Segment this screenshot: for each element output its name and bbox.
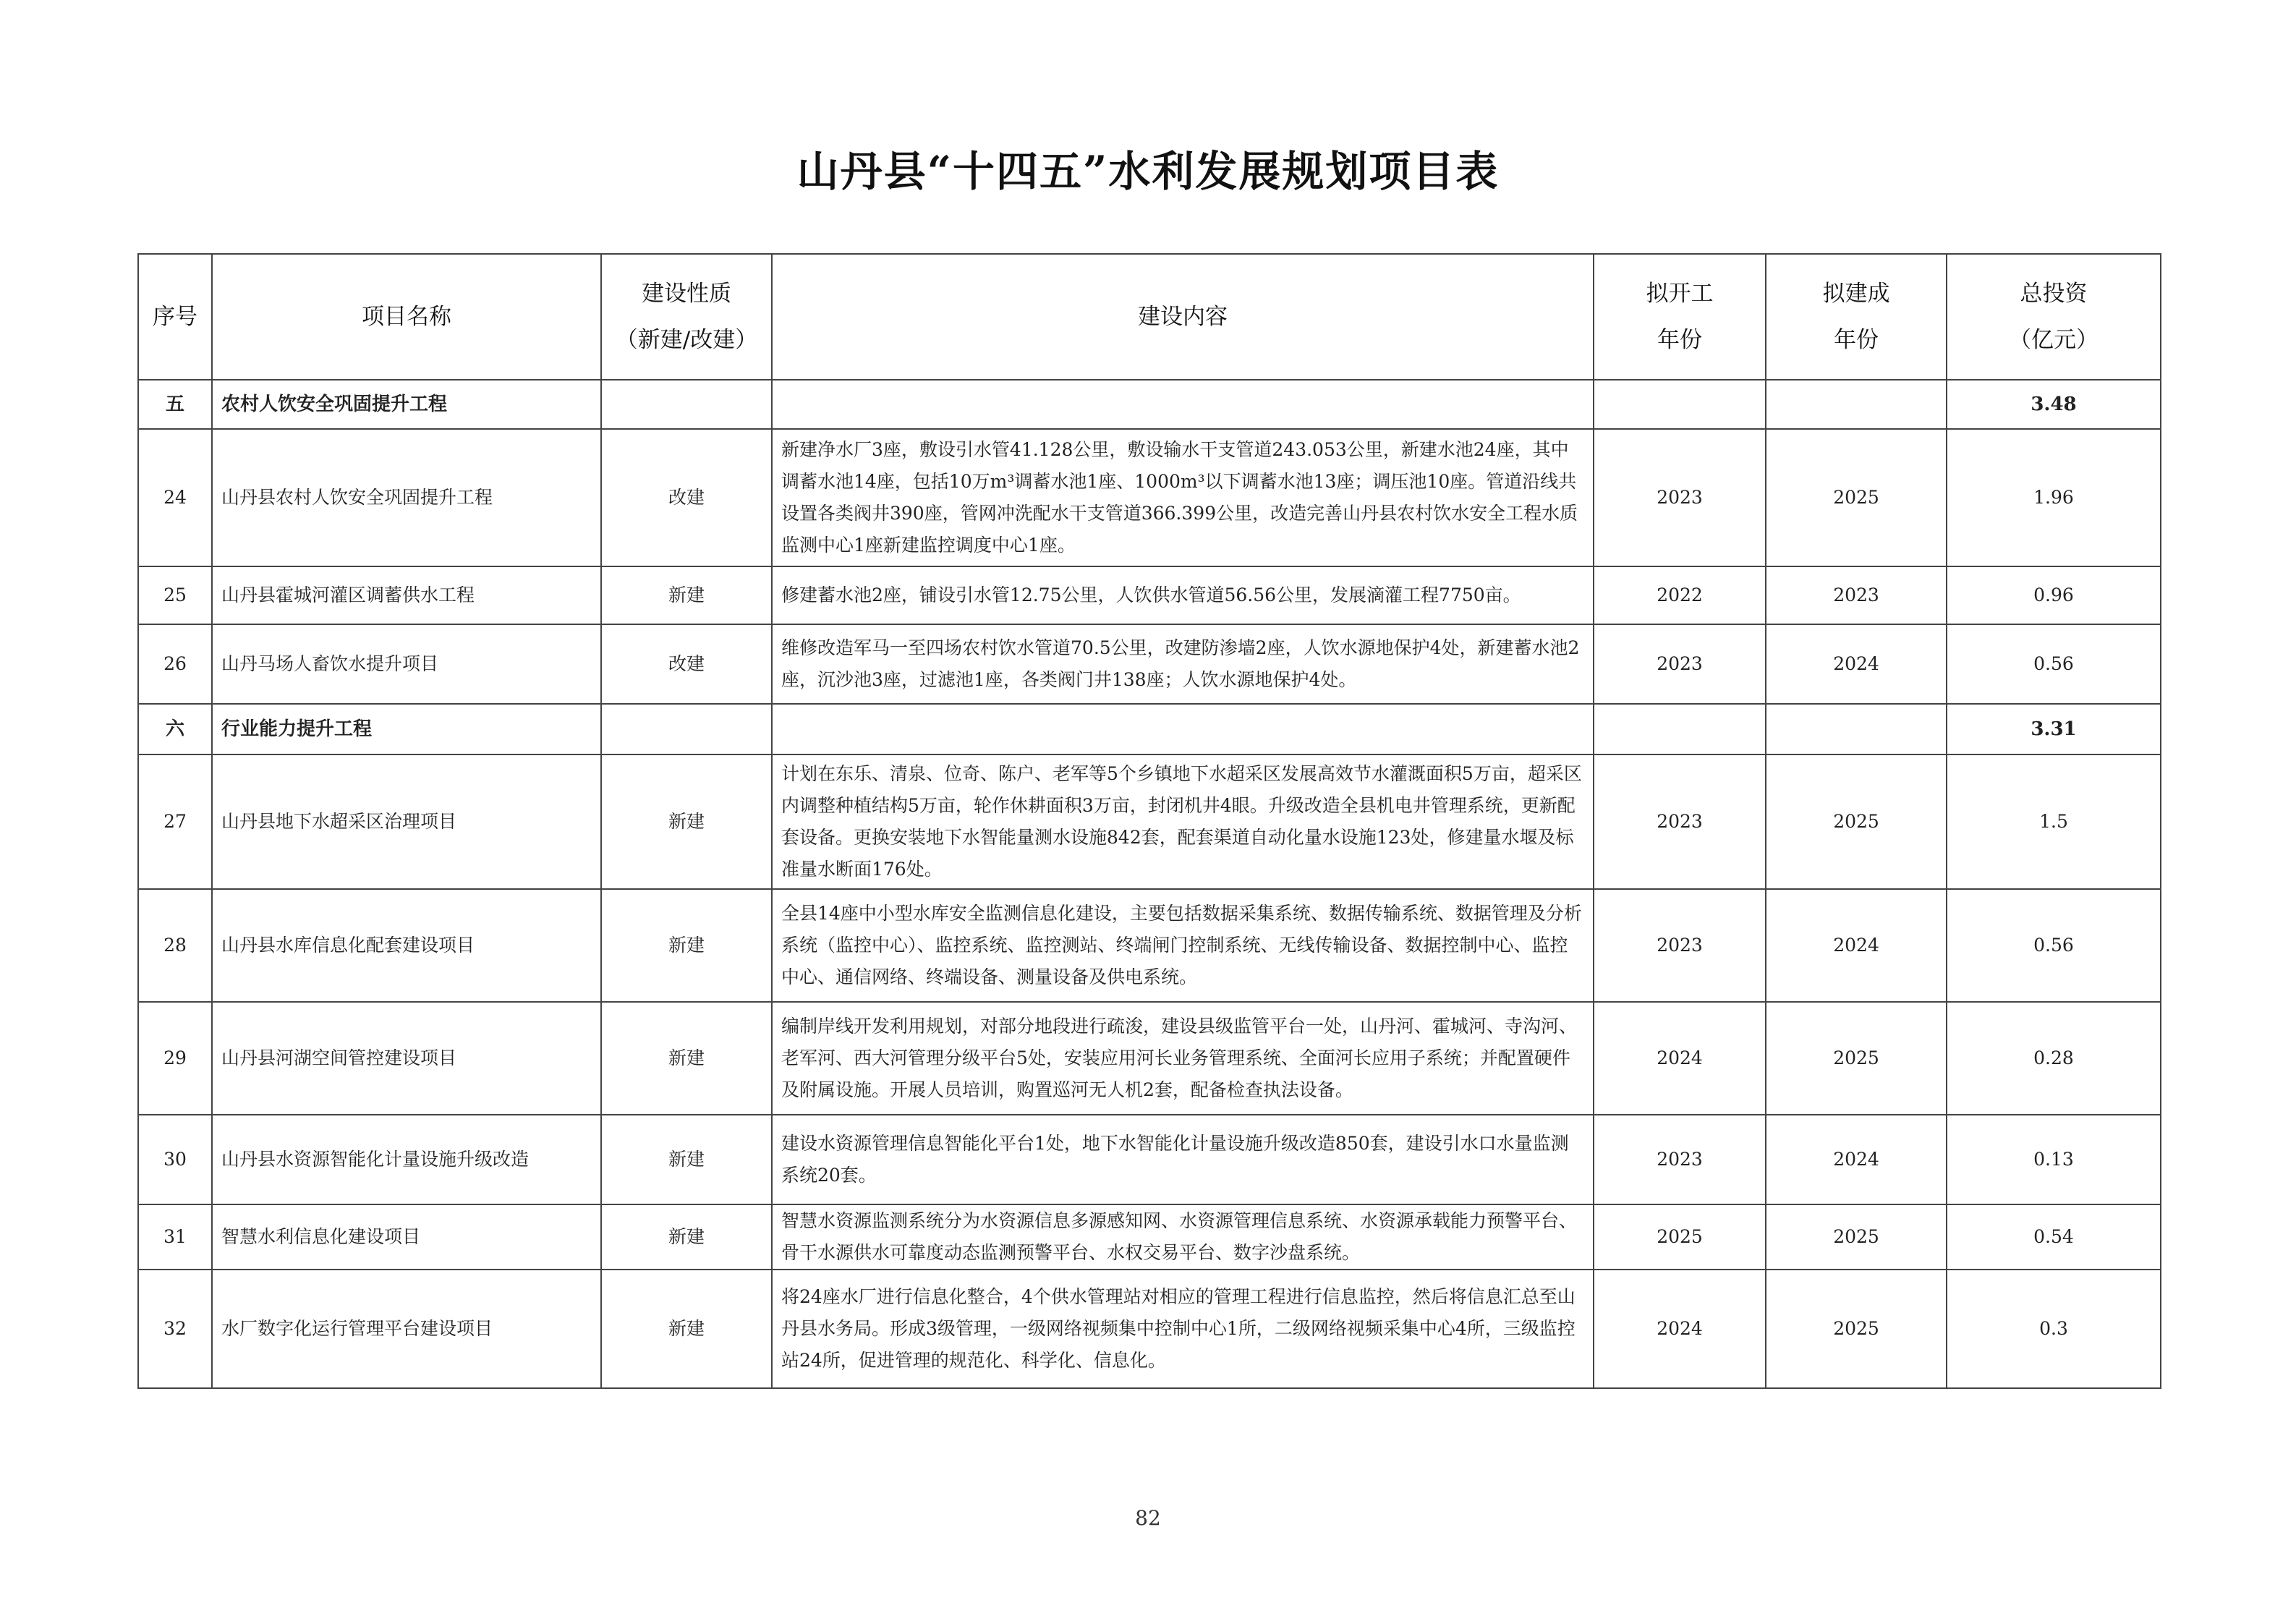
seq-cell: 32 xyxy=(138,1270,212,1388)
seq-cell: 28 xyxy=(138,889,212,1002)
project-name-cell: 山丹县地下水超采区治理项目 xyxy=(212,754,601,889)
start-year-cell: 2023 xyxy=(1594,1115,1766,1204)
investment-cell: 3.31 xyxy=(1947,704,2161,754)
empty-cell xyxy=(601,704,772,754)
end-year-cell: 2025 xyxy=(1766,1270,1947,1388)
table-row xyxy=(138,1115,2161,1204)
section-name-cell: 行业能力提升工程 xyxy=(212,704,601,754)
content-cell: 建设水资源管理信息智能化平台1处，地下水智能化计量设施升级改造850套，建设引水口水量监测系统20套。 xyxy=(772,1115,1594,1204)
seq-cell: 26 xyxy=(138,624,212,704)
section-row xyxy=(138,704,2161,754)
section-name-cell: 农村人饮安全巩固提升工程 xyxy=(212,380,601,429)
investment-cell: 0.56 xyxy=(1947,889,2161,1002)
content-cell: 全县14座中小型水库安全监测信息化建设，主要包括数据采集系统、数据传输系统、数据管理及分析系统（监控中心）、监控系统、监控测站、终端闸门控制系统、无线传输设备、数据控制中心、监控中心、通信网络、终端设备、测量设备及供电系统。 xyxy=(772,889,1594,1002)
investment-cell: 0.56 xyxy=(1947,624,2161,704)
end-year-cell: 2024 xyxy=(1766,624,1947,704)
table-row xyxy=(138,1002,2161,1115)
nature-cell: 新建 xyxy=(601,566,772,624)
table-header-row xyxy=(138,254,2161,380)
header-end-year: 拟建成 年份 xyxy=(1766,254,1947,380)
start-year-cell: 2024 xyxy=(1594,1002,1766,1115)
start-year-cell: 2023 xyxy=(1594,429,1766,566)
table-row xyxy=(138,1204,2161,1270)
nature-cell: 新建 xyxy=(601,889,772,1002)
content-cell: 计划在东乐、清泉、位奇、陈户、老军等5个乡镇地下水超采区发展高效节水灌溉面积5万亩，超采区内调整种植结构5万亩，轮作休耕面积3万亩，封闭机井4眼。升级改造全县机电井管理系统，更新配套设备。更换安装地下水智能量测水设施842套，配套渠道自动化量水设施123处，修建量水堰及标准量水断面176处。 xyxy=(772,754,1594,889)
empty-cell xyxy=(601,380,772,429)
section-row xyxy=(138,380,2161,429)
seq-cell: 29 xyxy=(138,1002,212,1115)
seq-cell: 27 xyxy=(138,754,212,889)
table-row xyxy=(138,1270,2161,1388)
project-name-cell: 山丹县农村人饮安全巩固提升工程 xyxy=(212,429,601,566)
content-cell: 编制岸线开发利用规划，对部分地段进行疏浚，建设县级监管平台一处，山丹河、霍城河、寺沟河、老军河、西大河管理分级平台5处，安装应用河长业务管理系统、全面河长应用子系统；并配置硬件及附属设施。开展人员培训，购置巡河无人机2套，配备检查执法设备。 xyxy=(772,1002,1594,1115)
end-year-cell: 2024 xyxy=(1766,1115,1947,1204)
page-title: 山丹县“十四五”水利发展规划项目表 xyxy=(796,147,1500,196)
seq-cell: 六 xyxy=(138,704,212,754)
seq-cell: 30 xyxy=(138,1115,212,1204)
header-start-year: 拟开工 年份 xyxy=(1594,254,1766,380)
table-row xyxy=(138,889,2161,1002)
start-year-cell: 2025 xyxy=(1594,1204,1766,1270)
content-cell: 新建净水厂3座，敷设引水管41.128公里，敷设输水干支管道243.053公里，新建水池24座，其中调蓄水池14座，包括10万m³调蓄水池1座、1000m³以下调蓄水池13座；调压池10座。管道沿线共设置各类阀井390座，管网冲洗配水干支管道366.399公里，改造完善山丹县农村饮水安全工程水质监测中心1座新建监控调度中心1座。 xyxy=(772,429,1594,566)
empty-cell xyxy=(772,704,1594,754)
header-seq: 序号 xyxy=(138,254,212,380)
nature-cell: 新建 xyxy=(601,754,772,889)
nature-cell: 新建 xyxy=(601,1115,772,1204)
investment-cell: 1.96 xyxy=(1947,429,2161,566)
seq-cell: 31 xyxy=(138,1204,212,1270)
empty-cell xyxy=(1594,704,1766,754)
project-name-cell: 山丹县水资源智能化计量设施升级改造 xyxy=(212,1115,601,1204)
content-cell: 将24座水厂进行信息化整合，4个供水管理站对相应的管理工程进行信息监控，然后将信息汇总至山丹县水务局。形成3级管理，一级网络视频集中控制中心1所，二级网络视频采集中心4所，三级监控站24所，促进管理的规范化、科学化、信息化。 xyxy=(772,1270,1594,1388)
investment-cell: 0.13 xyxy=(1947,1115,2161,1204)
end-year-cell: 2025 xyxy=(1766,1204,1947,1270)
project-name-cell: 智慧水利信息化建设项目 xyxy=(212,1204,601,1270)
header-content: 建设内容 xyxy=(772,254,1594,380)
seq-cell: 25 xyxy=(138,566,212,624)
start-year-cell: 2023 xyxy=(1594,889,1766,1002)
investment-cell: 0.54 xyxy=(1947,1204,2161,1270)
nature-cell: 新建 xyxy=(601,1270,772,1388)
seq-cell: 五 xyxy=(138,380,212,429)
page-number: 82 xyxy=(1135,1506,1161,1530)
start-year-cell: 2022 xyxy=(1594,566,1766,624)
content-cell: 修建蓄水池2座，铺设引水管12.75公里，人饮供水管道56.56公里，发展滴灌工程7750亩。 xyxy=(772,566,1594,624)
header-investment: 总投资 （亿元） xyxy=(1947,254,2161,380)
nature-cell: 改建 xyxy=(601,624,772,704)
table-row xyxy=(138,624,2161,704)
nature-cell: 改建 xyxy=(601,429,772,566)
investment-cell: 0.3 xyxy=(1947,1270,2161,1388)
project-table xyxy=(137,253,2161,1389)
end-year-cell: 2025 xyxy=(1766,429,1947,566)
nature-cell: 新建 xyxy=(601,1204,772,1270)
project-name-cell: 山丹马场人畜饮水提升项目 xyxy=(212,624,601,704)
investment-cell: 3.48 xyxy=(1947,380,2161,429)
table-row xyxy=(138,566,2161,624)
start-year-cell: 2023 xyxy=(1594,754,1766,889)
empty-cell xyxy=(1594,380,1766,429)
nature-cell: 新建 xyxy=(601,1002,772,1115)
project-name-cell: 水厂数字化运行管理平台建设项目 xyxy=(212,1270,601,1388)
empty-cell xyxy=(1766,704,1947,754)
project-name-cell: 山丹县水库信息化配套建设项目 xyxy=(212,889,601,1002)
investment-cell: 1.5 xyxy=(1947,754,2161,889)
end-year-cell: 2024 xyxy=(1766,889,1947,1002)
content-cell: 智慧水资源监测系统分为水资源信息多源感知网、水资源管理信息系统、水资源承载能力预警平台、骨干水源供水可靠度动态监测预警平台、水权交易平台、数字沙盘系统。 xyxy=(772,1204,1594,1270)
start-year-cell: 2024 xyxy=(1594,1270,1766,1388)
header-name: 项目名称 xyxy=(212,254,601,380)
investment-cell: 0.28 xyxy=(1947,1002,2161,1115)
table-row xyxy=(138,754,2161,889)
seq-cell: 24 xyxy=(138,429,212,566)
start-year-cell: 2023 xyxy=(1594,624,1766,704)
project-name-cell: 山丹县河湖空间管控建设项目 xyxy=(212,1002,601,1115)
end-year-cell: 2023 xyxy=(1766,566,1947,624)
header-nature: 建设性质 （新建/改建） xyxy=(601,254,772,380)
empty-cell xyxy=(1766,380,1947,429)
empty-cell xyxy=(772,380,1594,429)
end-year-cell: 2025 xyxy=(1766,754,1947,889)
end-year-cell: 2025 xyxy=(1766,1002,1947,1115)
table-row xyxy=(138,429,2161,566)
project-name-cell: 山丹县霍城河灌区调蓄供水工程 xyxy=(212,566,601,624)
investment-cell: 0.96 xyxy=(1947,566,2161,624)
content-cell: 维修改造军马一至四场农村饮水管道70.5公里，改建防渗墙2座，人饮水源地保护4处，新建蓄水池2座，沉沙池3座，过滤池1座，各类阀门井138座；人饮水源地保护4处。 xyxy=(772,624,1594,704)
